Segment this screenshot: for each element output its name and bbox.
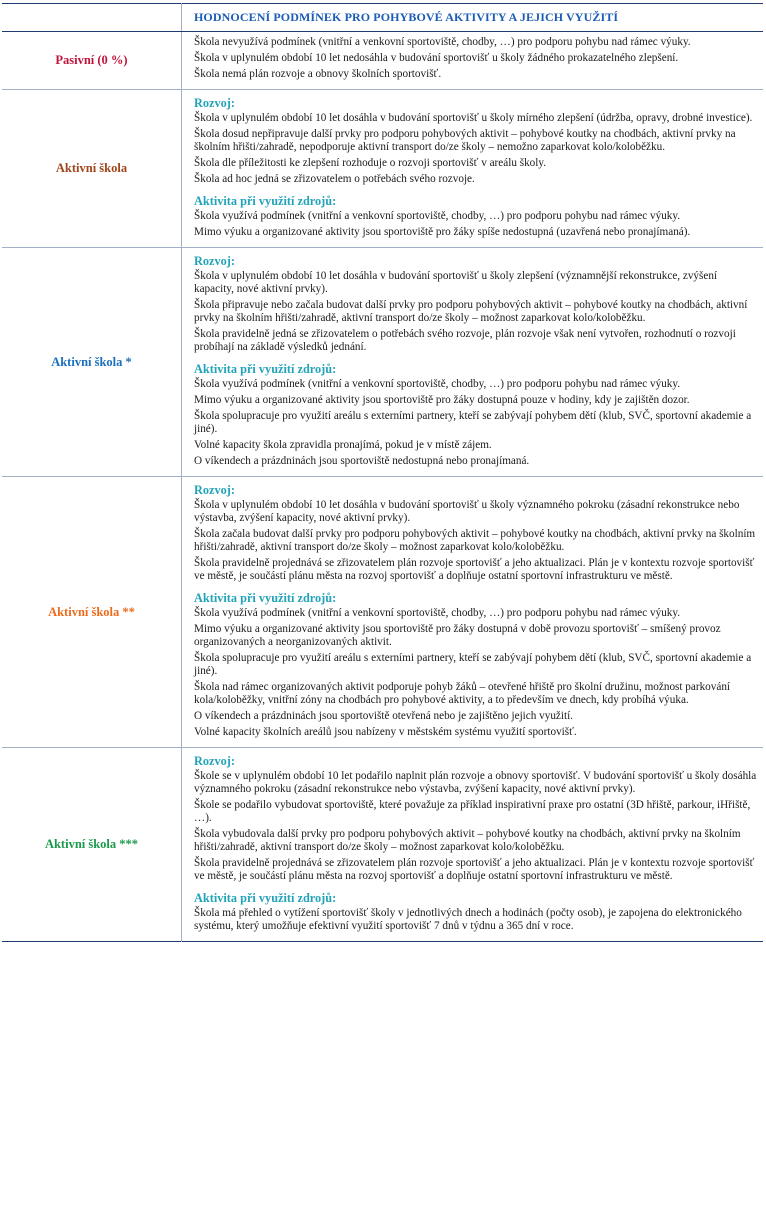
level-row-pasivni <box>2 32 763 90</box>
level-label: Aktivní škola ** <box>2 477 182 748</box>
level-row-aktivni-3 <box>2 748 763 942</box>
list-item: O víkendech a prázdninách jsou sportoviště otevřená nebo je zajištěno jejich využití. <box>194 710 574 722</box>
list-item: Škola v uplynulém období 10 let dosáhla v budování sportovišť u školy mírného zlepšení (údržba, opravy, drobné investice). <box>194 112 753 124</box>
list-item: Škola pravidelně projednává se zřizovatelem plán rozvoje sportovišť a jeho aktualizaci. Plán je v kontextu rozvoje sportovišť ve městě, je součástí plánu města na rozvoj sportovišť a doplňuje ostatní sportovní infrastrukturu ve městě. <box>194 857 755 882</box>
level-row-aktivni-1 <box>2 248 763 477</box>
level-content <box>182 90 764 248</box>
table-header-row <box>2 4 763 32</box>
list-item: Škola připravuje nebo začala budovat další prvky pro podporu pohybových aktivit – pohybové koutky na chodbách, aktivní prvky na školním hřišti/zahradě, aktivní transport do/ze školy – možnost zaparkovat kolo/koloběžku. <box>194 299 748 324</box>
level-content <box>182 477 764 748</box>
section-title: Rozvoj: <box>194 254 235 268</box>
list-item: Škola spolupracuje pro využití areálu s externími partnery, kteří se zabývají pohybem dětí (klub, SVČ, sportovní akademie a jiné). <box>194 410 752 435</box>
list-item: Mimo výuku a organizované aktivity jsou sportoviště pro žáky dostupná pouze v hodiny, kdy je zajištěn dozor. <box>194 394 690 406</box>
list-item: Volné kapacity škola zpravidla pronajímá, pokud je v místě zájem. <box>194 439 492 451</box>
list-item: Škola spolupracuje pro využití areálu s externími partnery, kteří se zabývají pohybem dětí (klub, SVČ, sportovní akademie a jiné). <box>194 652 752 677</box>
list-item: Mimo výuku a organizované aktivity jsou sportoviště pro žáky dostupná v době provozu sportovišť – smíšený provoz organizovaných a neorganizovaných aktivit. <box>194 623 721 648</box>
level-row-aktivni-2 <box>2 477 763 748</box>
list-item: Škola ad hoc jedná se zřizovatelem o potřebách svého rozvoje. <box>194 173 475 185</box>
section-title: Aktivita při využití zdrojů: <box>194 591 337 605</box>
list-item: Škola nemá plán rozvoje a obnovy školních sportovišť. <box>194 68 442 80</box>
list-item: Škola nad rámec organizovaných aktivit podporuje pohyb žáků – otevřené hřiště pro školní družinu, možnost parkování kola/koloběžky, vnitřní zóny na chodbách pro pohybové aktivity, a to především ve dnech, kdy probíhá výuka. <box>194 681 731 706</box>
section-title: Aktivita při využití zdrojů: <box>194 362 337 376</box>
list-item: Škole se v uplynulém období 10 let podařilo naplnit plán rozvoje a obnovy sportovišť. V budování sportovišť u školy dosáhla významného pokroku (zásadní rekonstrukce nebo výstavba, zvýšení kapacity, nové aktivní prvky). <box>194 770 757 795</box>
list-item: Škola vybudovala další prvky pro podporu pohybových aktivit – pohybové koutky na chodbách, aktivní prvky na školním hřišti/zahradě, aktivní transport do/ze školy – možnost zaparkovat kolo/koloběžku. <box>194 828 741 853</box>
list-item: Mimo výuku a organizované aktivity jsou sportoviště pro žáky spíše nedostupná (uzavřená nebo pronajímaná). <box>194 226 691 238</box>
list-item: O víkendech a prázdninách jsou sportoviště nedostupná nebo pronajímaná. <box>194 455 530 467</box>
list-item: Škola v uplynulém období 10 let dosáhla v budování sportovišť u školy zlepšení (významnější rekonstrukce, zvýšení kapacity, nové aktivní prvky). <box>194 270 718 295</box>
list-item: Škola dosud nepřipravuje další prvky pro podporu pohybových aktivit – pohybové koutky na chodbách, aktivní prvky na školním hřišti/zahradě, nepodporuje aktivní transport do/ze školy – nemožno zaparkovat kolo/koloběžku. <box>194 128 736 153</box>
level-content <box>182 748 764 942</box>
evaluation-table <box>2 3 763 942</box>
level-label: Aktivní škola *** <box>2 748 182 942</box>
section-title: Aktivita při využití zdrojů: <box>194 891 337 905</box>
list-item: Škola pravidelně projednává se zřizovatelem plán rozvoje sportovišť a jeho aktualizaci. Plán je v kontextu rozvoje sportovišť ve městě, je součástí plánu města na rozvoj sportovišť a doplňuje ostatní sportovní infrastrukturu ve městě. <box>194 557 755 582</box>
section-title: Rozvoj: <box>194 96 235 110</box>
list-item: Škola v uplynulém období 10 let nedosáhla v budování sportovišť u školy žádného prokazatelného zlepšení. <box>194 52 679 64</box>
section-title: Aktivita při využití zdrojů: <box>194 194 337 208</box>
list-item: Škola využívá podmínek (vnitřní a venkovní sportoviště, chodby, …) pro podporu pohybu nad rámec výuky. <box>194 607 681 619</box>
level-row-aktivni <box>2 90 763 248</box>
table-title: HODNOCENÍ PODMÍNEK PRO POHYBOVÉ AKTIVITY A JEJICH VYUŽITÍ <box>182 4 764 32</box>
list-item: Škola využívá podmínek (vnitřní a venkovní sportoviště, chodby, …) pro podporu pohybu nad rámec výuky. <box>194 378 681 390</box>
level-label: Aktivní škola * <box>2 248 182 477</box>
list-item: Škola dle příležitosti ke zlepšení rozhoduje o rozvoji sportovišť v areálu školy. <box>194 157 547 169</box>
list-item: Škola začala budovat další prvky pro podporu pohybových aktivit – pohybové koutky na chodbách, aktivní prvky na školním hřišti/zahradě, aktivní transport do/ze školy – možnost zaparkovat kolo/koloběžku. <box>194 528 756 553</box>
list-item: Škola v uplynulém období 10 let dosáhla v budování sportovišť u školy významného pokroku (zásadní rekonstrukce nebo výstavba, zvýšení kapacity, nové aktivní prvky). <box>194 499 740 524</box>
level-content <box>182 32 764 90</box>
list-item: Škola má přehled o vytížení sportovišť školy v jednotlivých dnech a hodinách (počty osob), je zapojena do elektronického systému, který umožňuje efektivní využití sportovišť 7 dnů v týdnu a 365 dní v roce. <box>194 907 742 932</box>
section-title: Rozvoj: <box>194 483 235 497</box>
level-label: Pasivní (0 %) <box>2 32 182 90</box>
list-item: Škole se podařilo vybudovat sportoviště, které považuje za příklad inspirativní praxe pro ostatní (3D hřiště, parkour, iHřiště, …). <box>194 799 751 824</box>
section-title: Rozvoj: <box>194 754 235 768</box>
level-content <box>182 248 764 477</box>
header-empty-cell <box>2 4 182 32</box>
list-item: Škola nevyužívá podmínek (vnitřní a venkovní sportoviště, chodby, …) pro podporu pohybu nad rámec výuky. <box>194 36 691 48</box>
list-item: Škola využívá podmínek (vnitřní a venkovní sportoviště, chodby, …) pro podporu pohybu nad rámec výuky. <box>194 210 681 222</box>
level-label: Aktivní škola <box>2 90 182 248</box>
list-item: Škola pravidelně jedná se zřizovatelem o potřebách svého rozvoje, plán rozvoje však není vytvořen, rozhodnutí o rozvoji probíhají na základě výsledků jednání. <box>194 328 736 353</box>
list-item: Volné kapacity školních areálů jsou nabízeny v městském systému využití sportovišť. <box>194 726 577 738</box>
